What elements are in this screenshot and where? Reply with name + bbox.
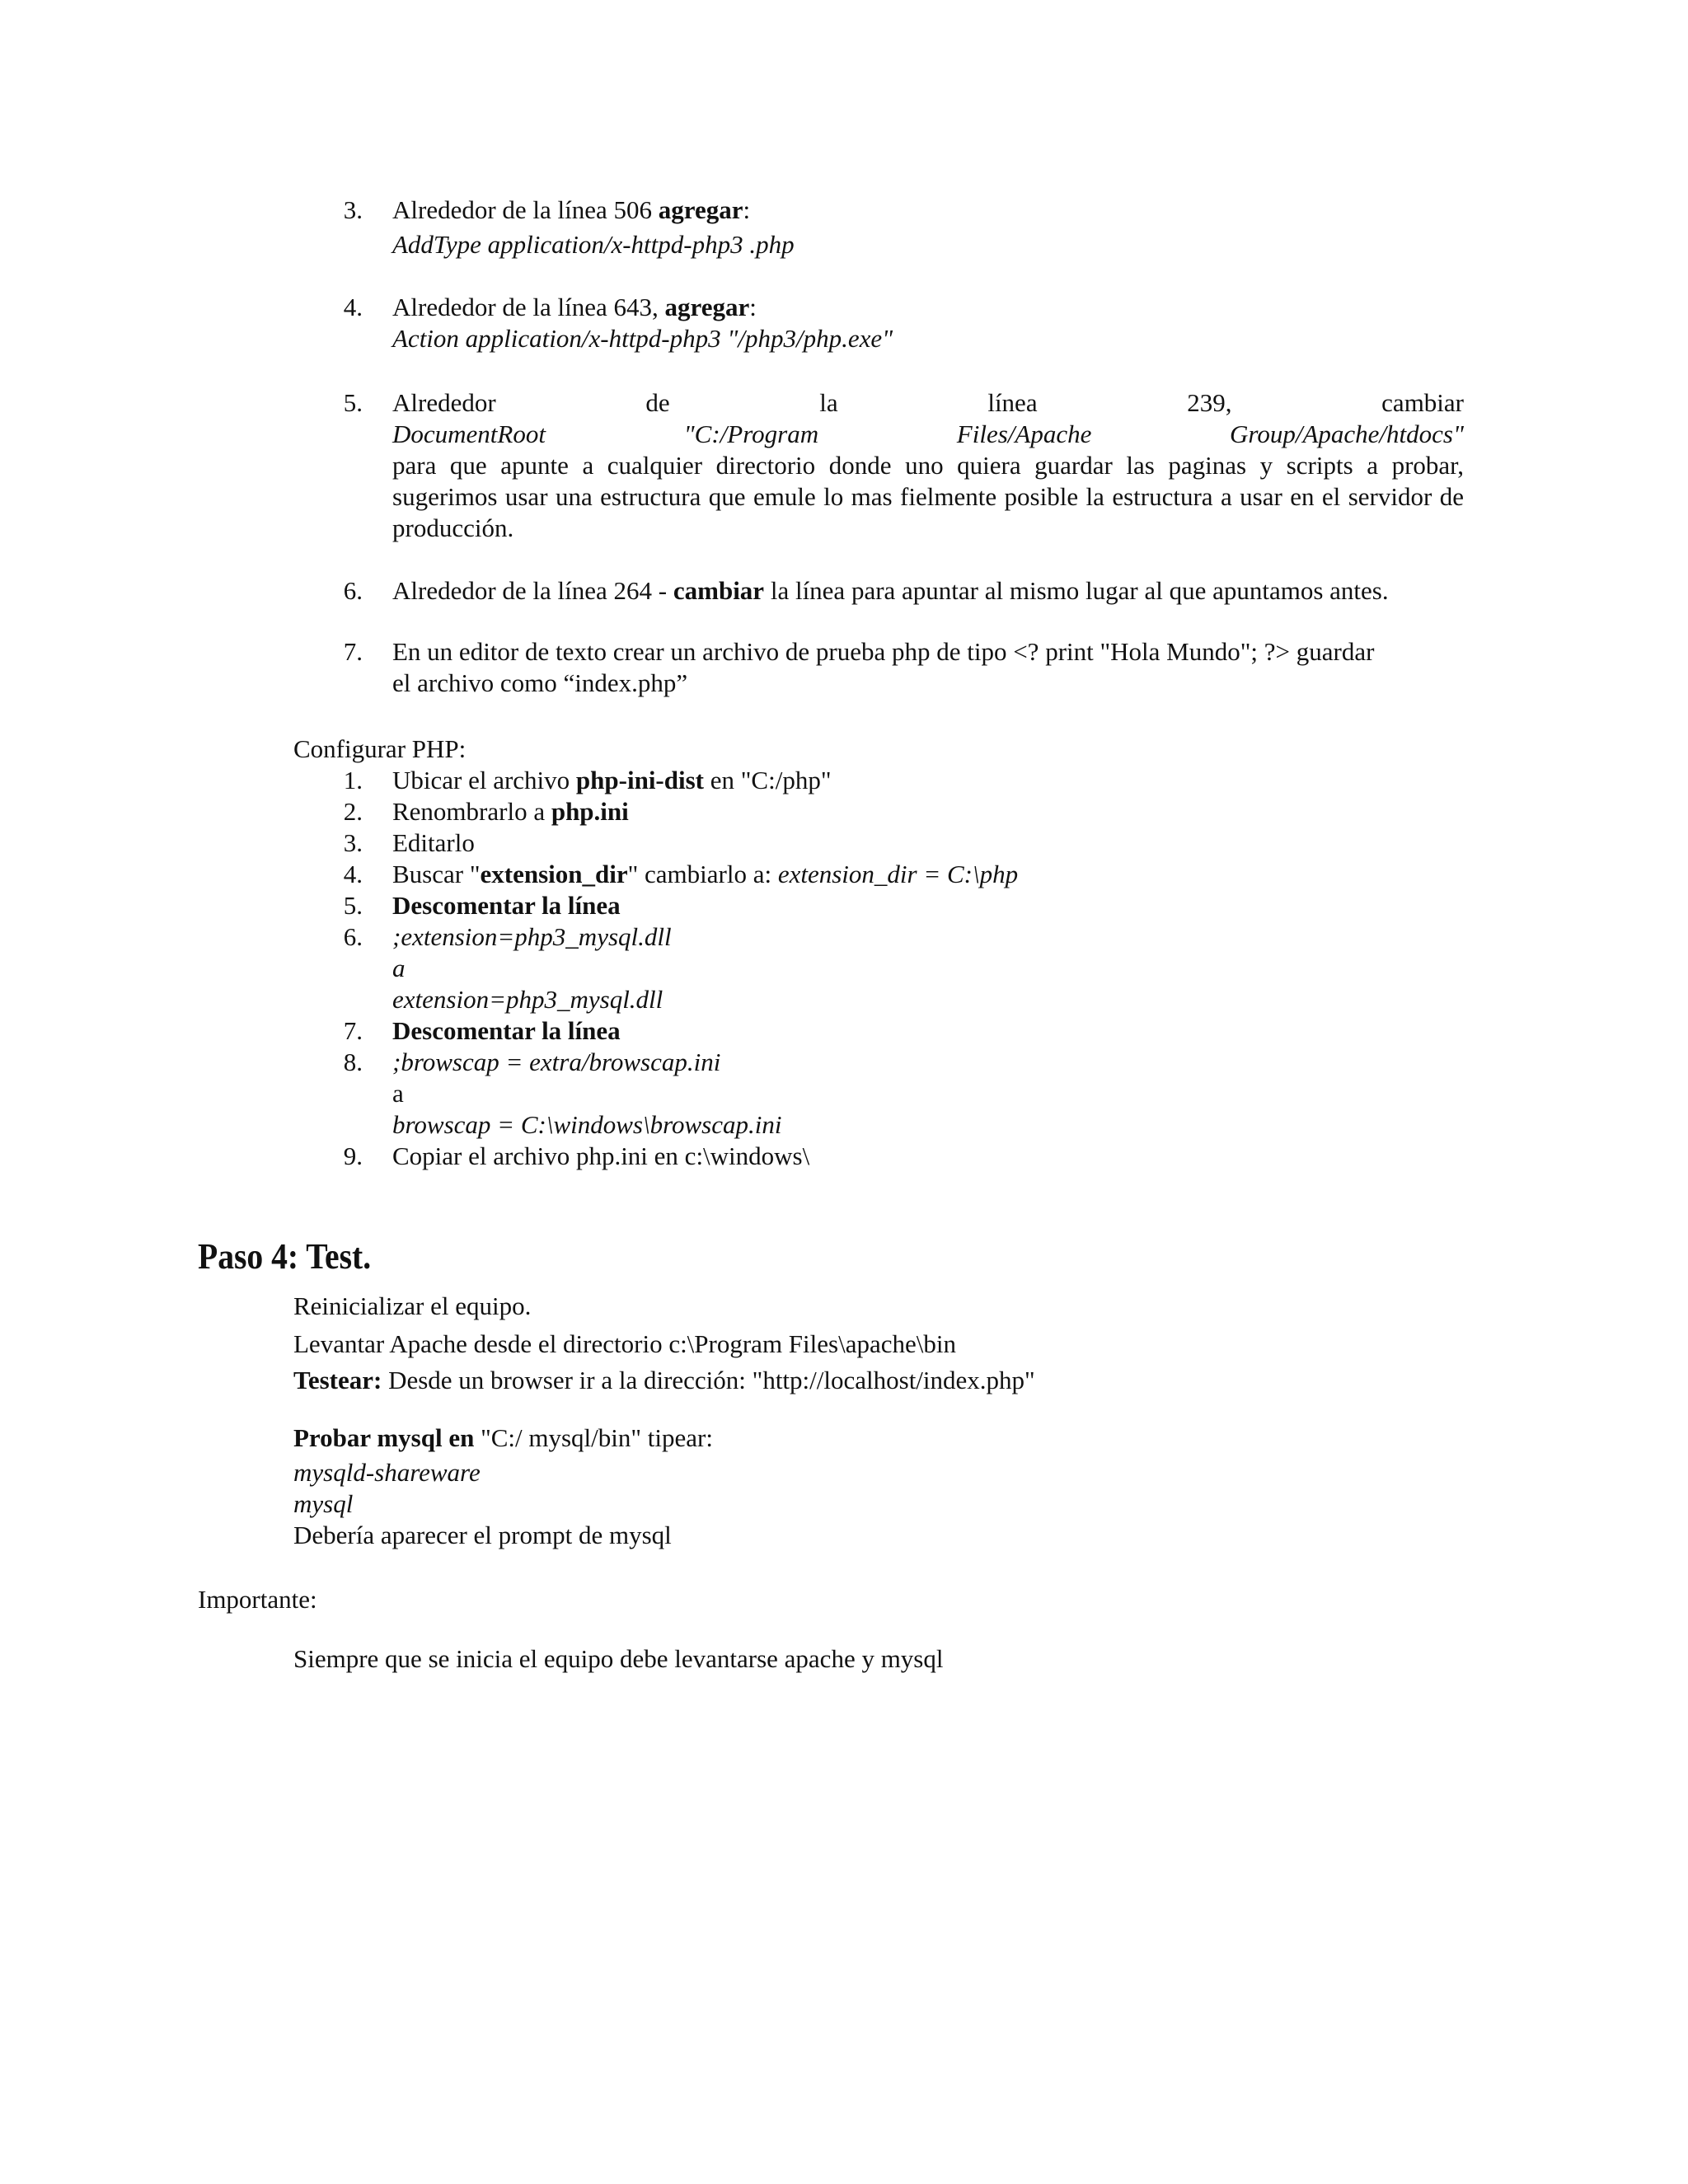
step-number: 8.	[343, 1047, 363, 1076]
step-number: 2.	[343, 797, 363, 826]
note-label: Importante:	[198, 1585, 317, 1614]
step-number: 7.	[343, 637, 363, 666]
step-number: 5.	[343, 388, 363, 417]
code-line: ;browscap = extra/browscap.ini	[392, 1047, 721, 1076]
step-number: 1.	[343, 766, 363, 794]
code-line: mysql	[293, 1489, 354, 1518]
step-number: 3.	[343, 195, 363, 224]
bullet-text: Testear: Desde un browser ir a la dirección: "http://localhost/index.php"	[293, 1366, 1035, 1394]
code-row: DocumentRoot "C:/Program Files/Apache Group/Apache/htdocs"	[392, 419, 1464, 448]
section-heading: Paso 4: Test.	[198, 1236, 372, 1277]
step-text: En un editor de texto crear un archivo de prueba php de tipo <? print "Hola Mundo"; ?> guardar	[392, 637, 1375, 666]
code-line: extension=php3_mysql.dll	[392, 985, 663, 1014]
step-text: Copiar el archivo php.ini en c:\windows\	[392, 1141, 810, 1170]
step-number: 9.	[343, 1141, 363, 1170]
bullet-text: Siempre que se inicia el equipo debe levantarse apache y mysql	[293, 1644, 944, 1673]
bullet-text: Levantar Apache desde el directorio c:\Program Files\apache\bin	[293, 1329, 956, 1358]
bullet-text: Reinicializar el equipo.	[293, 1291, 532, 1320]
step-text: Descomentar la línea	[392, 891, 621, 920]
step-text-row: Alrededor de la línea 239, cambiar	[392, 388, 1464, 417]
section-title: Configurar PHP:	[293, 734, 467, 763]
step-text: Renombrarlo a php.ini	[392, 797, 629, 826]
step-text: Alrededor de la línea 506 agregar:	[392, 195, 751, 224]
step-number: 4.	[343, 860, 363, 888]
code-line: AddType application/x-httpd-php3 .php	[392, 230, 795, 259]
step-text: Descomentar la línea	[392, 1016, 621, 1045]
code-line: Action application/x-httpd-php3 "/php3/php.exe"	[392, 324, 893, 353]
code-line: browscap = C:\windows\browscap.ini	[392, 1110, 782, 1139]
step-number: 4.	[343, 293, 363, 321]
step-text: a	[392, 954, 406, 982]
step-paragraph: para que apunte a cualquier directorio donde uno quiera guardar las paginas y scripts a probar, sugerimos usar una estructura que emule lo mas fielmente posible la estructura a usar en el servidor de producción.	[392, 451, 1464, 542]
step-number: 6.	[343, 922, 363, 951]
step-number: 6.	[343, 576, 363, 605]
code-line: mysqld-shareware	[293, 1458, 481, 1487]
step-text: a	[392, 1079, 404, 1108]
step-text: Ubicar el archivo php-ini-dist en "C:/php"	[392, 766, 832, 794]
bullet-text: Probar mysql en "C:/ mysql/bin" tipear:	[293, 1423, 713, 1452]
step-text: Buscar "extension_dir" cambiarlo a: extension_dir = C:\php	[392, 860, 1019, 888]
code-line: ;extension=php3_mysql.dll	[392, 922, 672, 951]
step-number: 5.	[343, 891, 363, 920]
step-text: el archivo como “index.php”	[392, 668, 688, 697]
step-text: Alrededor de la línea 264 - cambiar la línea para apuntar al mismo lugar al que apuntamos antes.	[392, 576, 1389, 605]
bullet-text: Debería aparecer el prompt de mysql	[293, 1521, 672, 1549]
step-text: Alrededor de la línea 643, agregar:	[392, 293, 757, 321]
step-number: 7.	[343, 1016, 363, 1045]
step-text: Editarlo	[392, 828, 475, 857]
step-number: 3.	[343, 828, 363, 857]
